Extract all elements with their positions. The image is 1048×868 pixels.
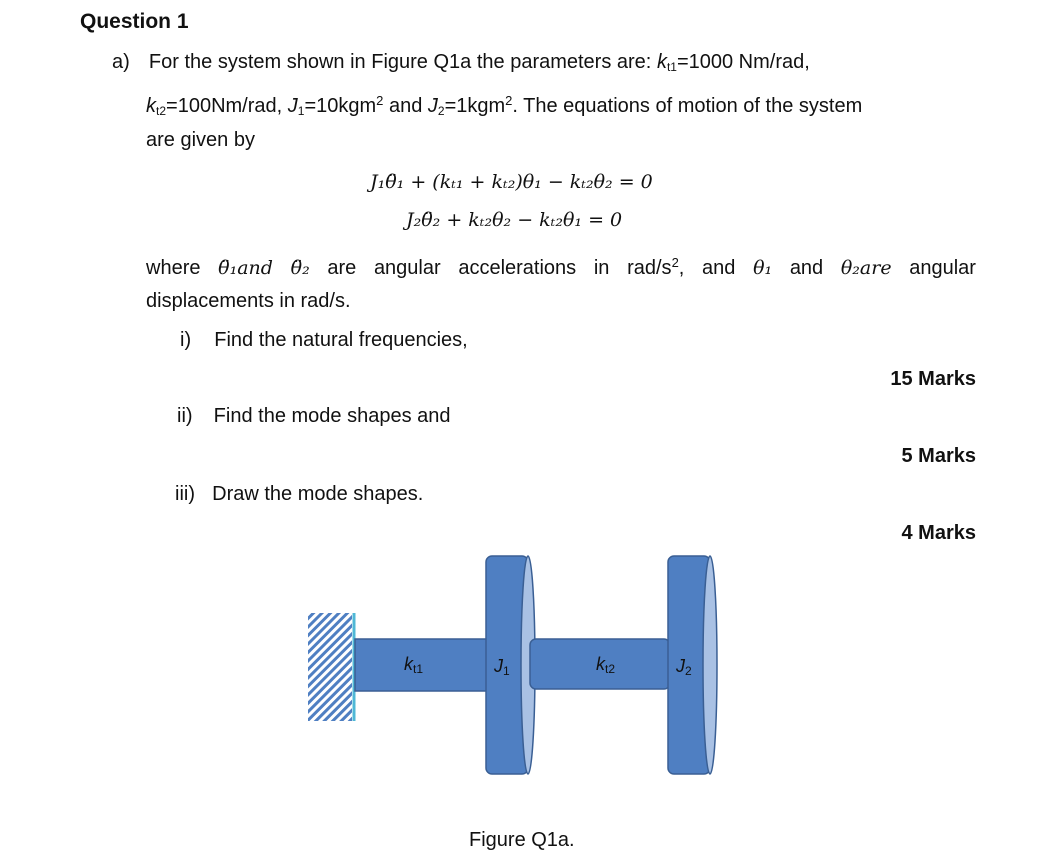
j2-symbol: J [427,95,438,117]
intro-text-2-tail: . The equations of motion of the system [512,95,863,117]
label-kt2: kt2 [596,654,616,676]
intro-line-1 [112,52,810,77]
intro-line-3: are given by [146,129,255,151]
where-word-3: θ̈₂ [290,257,310,279]
where-word-7: in [593,257,610,279]
j2-value: =1kgm [444,95,506,117]
item-iii-text: Draw the mode shapes. [212,483,424,505]
where-word-11: and [789,257,824,279]
fixed-wall [308,613,352,721]
item-i-text: Find the natural frequencies, [214,329,468,351]
where-word-4: are [327,257,357,279]
where-word-8-tail: , [678,257,685,279]
kt1-symbol: k [656,51,667,73]
where-word-6: accelerations [458,257,577,279]
item-iii-marks: 4 Marks [901,522,976,544]
item-i-marks: 15 Marks [890,368,976,390]
kt2-value: =100Nm/rad, [166,95,283,117]
item-iii-label: iii) [175,483,195,505]
where-word-5: angular [373,257,441,279]
where-word-8-sup: 2 [671,255,679,270]
j1-symbol: J [287,95,298,117]
disc-j2-face [703,556,717,774]
j1-square: 2 [376,93,384,108]
kt1-value: =1000 Nm/rad, [676,51,810,73]
equation-1: J₁θ̈₁ + (kₜ₁ + kₜ₂)θ₁ − kₜ₂θ₂ = 0 [370,171,653,193]
where-word-2: θ̈₁and [218,257,273,279]
j2-square: 2 [505,93,513,108]
intro-text-1: For the system shown in Figure Q1a the parameters are: [148,51,652,73]
where-line [146,253,976,278]
part-a-label: a) [112,51,130,73]
item-i-label: i) [180,329,192,351]
item-i [180,330,468,350]
kt2-subscript: t2 [156,104,167,118]
j1-subscript: 1 [297,104,305,118]
label-j2: J2 [676,656,692,678]
where-word-13: angular [909,257,976,279]
j1-value: =10kgm [304,95,377,117]
intro-line-2 [146,91,862,121]
label-j1: J1 [494,656,510,678]
where-word-8: rad/s [627,257,672,279]
label-kt1: kt1 [404,654,424,676]
j2-subscript: 2 [437,104,445,118]
kt1-subscript: t1 [666,60,677,74]
where-line-2: displacements in rad/s. [146,290,351,312]
kt2-symbol: k [146,95,156,117]
item-ii-text: Find the mode shapes and [213,405,451,427]
figure-caption: Figure Q1a. [469,829,575,851]
item-ii [177,406,451,426]
where-word-9: and [702,257,736,279]
and-word: and [388,95,423,117]
item-ii-label: ii) [177,405,193,427]
equation-2: J₂θ̈₂ + kₜ₂θ₂ − kₜ₂θ₁ = 0 [406,209,623,231]
item-ii-marks: 5 Marks [901,445,976,467]
question-title: Question 1 [80,10,189,33]
where-word-1: where [146,257,201,279]
torsional-system-figure [300,548,730,780]
where-word-12: θ₂are [840,257,892,279]
item-iii [175,484,423,504]
where-word-10: θ₁ [753,257,773,279]
